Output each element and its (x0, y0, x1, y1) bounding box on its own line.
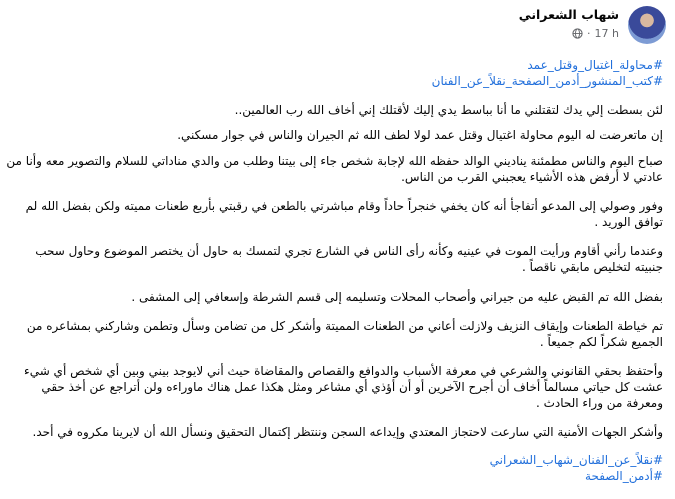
post-text-line: عشت كل حياتي مسالماً أخاف أن أجرح الآخرين أو أن أؤذي أي مشاعر ومثل هكذا عمل هناك ماوراءه ولن أتراجع عن أخذ حقي (41, 380, 663, 394)
post-text-line: تم خياطة الطعنات وإيقاف النزيف ولازلت أعاني من الطعنات المميتة وأشكر كل من تضامن وسأل وتطمن وشاركني بمشاعره من (26, 319, 663, 333)
hashtag-link[interactable]: #أدمن_الصفحة (585, 469, 663, 483)
post-text-line: وأحتفظ بحقي القانوني والشرعي في معرفة الأسباب والدوافع والقصاص والمقاضاة حيث أني لايوجد بيني وبين أي شخص أي شيء (24, 364, 663, 378)
post-text-line: صباح اليوم والناس مطمئنة يناديني الوالد حفظه الله لإجابة شخص جاء إلى بيتنا وطلب من والدي مناداتي للسلام والتصوير معه وأنا من (6, 154, 663, 168)
post-text-line: وأشكر الجهات الأمنية التي سارعت لاحتجاز المعتدي وإيداعه السجن وننتظر إكتمال التحقيق ونسأل الله أن لايرينا مكروه في أحد. (32, 425, 663, 439)
post-text-line: وعندما رأني أقاوم ورأيت الموت في عينيه وكأنه رأى الناس في الشارع تجري لتمسك به حاول أن يختصر الموضوع وحاول سحب (35, 244, 663, 258)
post-text-line: جنبيته لتخليص مابقي ناقصاً . (521, 260, 663, 274)
post-text-line: لئن بسطت إلي يدك لتقتلني ما أنا بباسط يدي إليك لأقتلك إني أخاف الله رب العالمين.. (234, 103, 663, 117)
author-name[interactable]: شهاب الشعراني (518, 7, 619, 22)
hashtag-link[interactable]: #محاولة_اغتيال_وقتل_عمد (527, 58, 663, 72)
hashtag-link[interactable]: #نقلاً_عن_الفنان_شهاب_الشعراني (489, 453, 663, 467)
post-text-line: توافق الوريد . (594, 215, 663, 229)
post-text-line: إن ماتعرضت له اليوم محاولة اغتيال وقتل عمد لولا لطف الله ثم الجيران والناس في جوار مسكني. (177, 128, 663, 142)
post-text-line: ومعرفة من وراء الحادث . (535, 396, 663, 410)
globe-icon (572, 28, 583, 39)
post-text-line: الجميع شكراً لكم جميعاً . (539, 335, 663, 349)
post-text-line: وفور وصولي إلى المدعو أتفاجأ أنه كان يخفي خنجراً حاداً وقام مباشرتي بالطعن في رقبتي بأربع طعنات مميته ولكن بفضل الله لم (25, 199, 663, 213)
hashtag-link[interactable]: #كتب_المنشور_أدمن_الصفحة_نقلاً_عن_الفنان (431, 74, 663, 88)
post-text-line: عادتي لا أرفض هذه الأشياء يعجبني القرب من الناس. (401, 170, 663, 184)
post-time[interactable]: 17 h (594, 27, 619, 40)
avatar[interactable] (628, 6, 666, 44)
post-header (0, 4, 675, 46)
meta-separator: · (587, 27, 591, 40)
post-meta (572, 27, 619, 40)
post-text-line: بفضل الله تم القبض عليه من جيراني وأصحاب المحلات وتسليمه إلى قسم الشرطة وإسعافي إلى المشفى . (131, 290, 663, 304)
